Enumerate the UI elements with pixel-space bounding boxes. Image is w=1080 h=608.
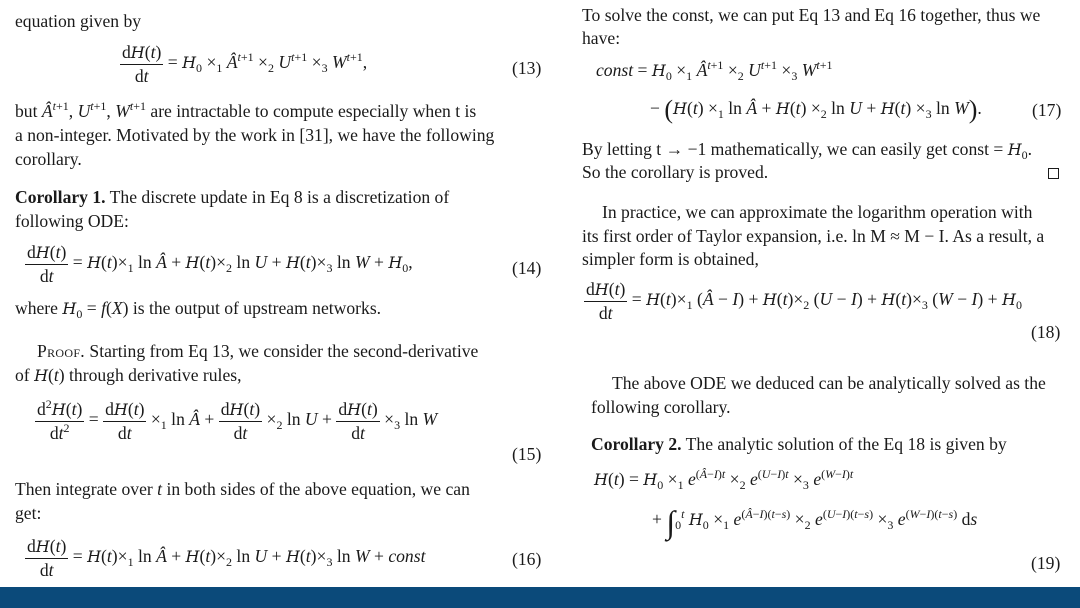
proof-text-2-suffix: through derivative rules, (69, 365, 242, 385)
corollary-2-line (591, 433, 1007, 456)
intro-line: equation given by (15, 11, 142, 31)
integrate-suffix: in both sides of the above equation, we can (166, 479, 470, 499)
integrate-line-2: get: (15, 503, 42, 523)
equation-19-number: (19) (1031, 553, 1061, 573)
integrate-line-1: Then integrate over t in both sides of the above equation, we can (15, 479, 470, 499)
letting-text: By letting t → −1 mathematically, we can easily get const = (582, 139, 1004, 159)
intractable-line-3: corollary. (15, 149, 82, 169)
intractable-prefix: but (15, 101, 38, 121)
corollary-1-line-1 (15, 186, 449, 209)
corollary-1-text: The discrete update in Eq 8 is a discretization of (109, 187, 450, 207)
where-prefix: where (15, 298, 58, 318)
equation-16-number: (16) (512, 549, 542, 569)
corollary-1-title: Corollary 1. (15, 187, 106, 207)
equation-17-line-2: − ($H(t) \times_1$ ln Â + $H(t) \times_2$ $\ln U + H(t) \times_3$ ln W). (650, 95, 982, 124)
practice-line-3: simpler form is obtained, (582, 249, 759, 269)
equation-13-number: (13) (512, 58, 542, 78)
equation-13: $\frac{dH(t)}{dt}$ = $H_0 \times_1$ $Â^{t+1} \times_2$ $U^{t+1} \times_3$ $W^{t+1}$, (122, 42, 368, 86)
proof-label: Proof. (37, 341, 85, 361)
proof-text-1: Starting from Eq 13, we consider the second-derivative (89, 341, 479, 361)
equation-17-line-1: const = $H_0 \times_1$ $Â^{t+1} \times_2$ $U^{t+1} \times_3$ $W^{t+1}$ (596, 58, 833, 83)
letting-line-2: So the corollary is proved. (582, 162, 769, 182)
equation-15: $\frac{d^2H(t)}{dt^2}$ = $\frac{dH(t)}{dt}$ $\times_1$ ln Â + $\frac{dH(t)}{dt}$ $\times_2$ ln U + $\frac{dH(t)}{dt}$ $\times_3$ ln W (37, 397, 438, 443)
ode-line-1: The above ODE we deduced can be analytically solved as the (612, 373, 1046, 393)
equation-18-number: (18) (1031, 322, 1061, 342)
solve-line-2: have: (582, 28, 621, 48)
corollary-2-text: The analytic solution of the Eq 18 is given by (685, 434, 1007, 454)
proof-line-1 (37, 340, 478, 363)
equation-17-number: (17) (1032, 100, 1062, 120)
practice-line-1: In practice, we can approximate the logarithm operation with (602, 202, 1033, 222)
footer-bar (0, 587, 1080, 608)
proof-text-2-prefix: of (15, 365, 30, 385)
letting-line-1: By letting t → −1 mathematically, we can easily get const = $H_0$. (582, 139, 1033, 162)
integrate-prefix: Then integrate over (15, 479, 153, 499)
equation-14: $\frac{dH(t)}{dt}$ = $H(t)\times_1$ ln Â + $H(t)\times_2$ $\ln U + H(t)\times_3$ $\ln W + H_0$, (27, 242, 413, 286)
equation-19-line-1: $H(t) = H_0 \times_1$ $e^{(Â-I)t} \times_2$ $e^{(U-I)t} \times_3$ $e^{(W-I)t}$ (594, 467, 854, 492)
corollary-2-title: Corollary 2. (591, 434, 682, 454)
equation-15-number: (15) (512, 444, 542, 464)
equation-14-number: (14) (512, 258, 542, 278)
where-suffix: is the output of upstream networks. (132, 298, 382, 318)
equation-18: $\frac{dH(t)}{dt}$ = $H(t)\times_1$ (Â − $I) + H(t)\times_2$ $(U - I) + H(t)\times_3$ $(W - I) + H_0$ (586, 279, 1022, 323)
corollary-1-line-2: following ODE: (15, 211, 129, 231)
intractable-line-2: a non-integer. Motivated by the work in [31], we have the following (15, 125, 495, 145)
intractable-line-1: but $Â^{t+1}$, $U^{t+1}$, $W^{t+1}$ are intractable to compute especially when t is (15, 99, 477, 121)
where-line: where $H_0 = f(X)$ is the output of upstream networks. (15, 298, 382, 321)
solve-line-1: To solve the const, we can put Eq 13 and Eq 16 together, thus we (582, 5, 1041, 25)
qed-symbol (1048, 168, 1059, 179)
equation-19-line-2: + $\int_0^t$ $H_0 \times_1$ $e^{(Â-I)(t-s)} \times_2$ $e^{(U-I)(t-s)} \times_3$ $e^{(W-I)(t-s)}$ ds (652, 504, 978, 540)
intractable-text: are intractable to compute especially when t is (150, 101, 477, 121)
practice-line-2: its first order of Taylor expansion, i.e. ln M ≈ M − I. As a result, a (582, 226, 1045, 246)
proof-line-2: of H(t) through derivative rules, (15, 365, 242, 385)
ode-line-2: following corollary. (591, 397, 731, 417)
equation-16: $\frac{dH(t)}{dt}$ = $H(t)\times_1$ ln Â + $H(t)\times_2$ $\ln U + H(t)\times_3$ ln W + const (27, 536, 426, 580)
